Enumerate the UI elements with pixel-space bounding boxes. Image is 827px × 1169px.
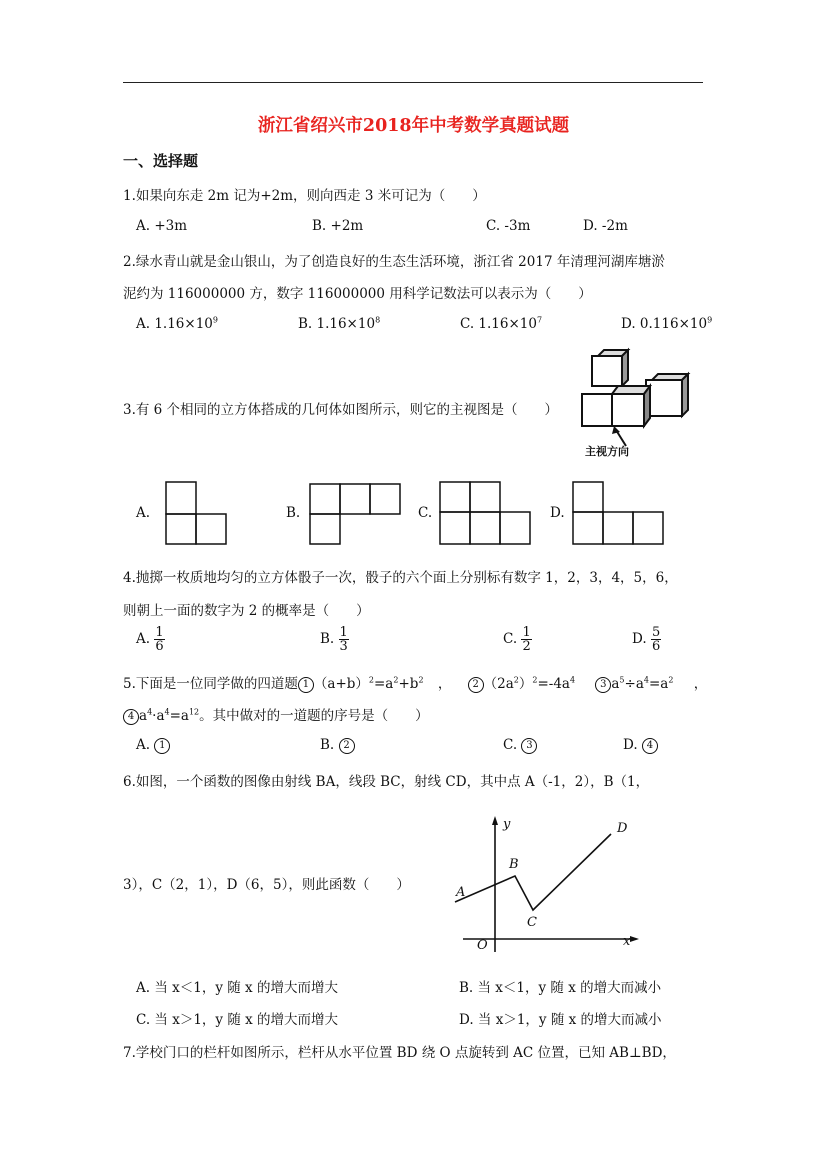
q3-option-c-view (440, 482, 534, 546)
q2-option-d[interactable]: D. $0.116\times 10^9$ (621, 315, 713, 332)
q1-option-b[interactable]: B. +2m (312, 218, 364, 234)
q3-stem: 3.有 6 个相同的立方体搭成的几何体如图所示，则它的主视图是（ ） (123, 402, 559, 418)
q6-label-a: A (456, 885, 466, 900)
page-title: 浙江省绍兴市2018年中考数学真题试题 (257, 116, 570, 136)
q3-option-d[interactable]: D. (550, 505, 565, 521)
q4-stem-line1: 4.抛掷一枚质地均匀的立方体骰子一次，骰子的六个面上分别标有数字 1，2，3，4，5，6， (123, 570, 678, 586)
q5-option-d[interactable]: D. 4 (623, 737, 658, 754)
q5-option-c[interactable]: C. 3 (503, 737, 537, 754)
q7-stem: 7.学校门口的栏杆如图所示，栏杆从水平位置 BD 绕 O 点旋转到 AC 位置，已知 AB⊥BD， (123, 1045, 676, 1061)
q2-stem-line1: 2.绿水青山就是金山银山，为了创造良好的生态生活环境，浙江省 2017 年清理河湖库塘淤 (123, 254, 665, 270)
q4-option-a[interactable]: A. $\frac{1}{6}$ (136, 625, 164, 654)
q6-label-origin: O (477, 938, 488, 953)
q6-label-c: C (527, 915, 537, 930)
q3-solid-figure (578, 350, 698, 458)
q2-option-c[interactable]: C. $1.16\times 10^7$ (460, 315, 543, 332)
q3-option-a-view-full (166, 482, 228, 546)
q2-option-b[interactable]: B. $1.16\times 10^8$ (298, 315, 381, 332)
q5-option-a[interactable]: A. 1 (136, 737, 170, 754)
q4-stem-line2: 则朝上一面的数字为 2 的概率是（ ） (123, 603, 370, 619)
q4-option-c[interactable]: C. $\frac{1}{2}$ (503, 625, 531, 654)
q6-option-a[interactable]: A. 当 x＜1，y 随 x 的增大而增大 (136, 980, 338, 996)
section-heading: 一、选择题 (123, 152, 199, 170)
q6-stem-line2: 3），C（2，1），D（6，5），则此函数（ ） (123, 877, 410, 893)
q3-option-c[interactable]: C. (418, 505, 433, 521)
q4-option-b[interactable]: B. $\frac{1}{3}$ (320, 625, 348, 654)
q5-option-b[interactable]: B. 2 (320, 737, 355, 754)
q2-stem-line2: 泥约为 116000000 方，数字 116000000 用科学记数法可以表示为（ ） (123, 286, 592, 302)
q3-option-b-view (310, 484, 404, 546)
q4-option-d[interactable]: D. $\frac{5}{6}$ (632, 625, 661, 654)
q6-label-d: D (617, 821, 628, 836)
q3-option-a[interactable]: A. (136, 505, 151, 521)
q6-option-c[interactable]: C. 当 x＞1，y 随 x 的增大而增大 (136, 1012, 339, 1028)
q1-stem: 1.如果向东走 2m 记为+2m，则向西走 3 米可记为（ ） (123, 188, 486, 204)
q2-option-a[interactable]: A. $1.16\times 10^9$ (136, 315, 218, 332)
q1-option-c[interactable]: C. -3m (486, 218, 531, 234)
q6-option-b[interactable]: B. 当 x＜1，y 随 x 的增大而减小 (459, 980, 662, 996)
q1-option-a[interactable]: A. +3m (136, 218, 188, 234)
q6-function-graph (455, 814, 645, 954)
q5-stem-line2: 4 $a^4\cdot a^4=a^{12}$。其中做对的一道题的序号是（ ） (123, 704, 429, 725)
q1-option-d[interactable]: D. -2m (583, 218, 628, 234)
q3-figure-caption: 主视方向 (585, 445, 629, 458)
q3-option-b[interactable]: B. (286, 505, 301, 521)
q5-stem-line1: 5.下面是一位同学做的四道题 1 $(a+b)^2=a^2+b^2$ ， 2 $(2a^2)^2=-4a^4$ 3 $a^5\div a^4=a^2$ ， (123, 675, 708, 692)
header-rule (123, 82, 703, 83)
q6-label-b: B (509, 857, 519, 872)
q6-label-y: y (503, 817, 511, 832)
q6-stem-line1: 6.如图，一个函数的图像由射线 BA，线段 BC，射线 CD，其中点 A（-1，2），B（1， (123, 774, 650, 790)
q6-option-d[interactable]: D. 当 x＞1，y 随 x 的增大而减小 (459, 1012, 662, 1028)
q6-label-x: x (623, 934, 631, 949)
q3-option-d-view (573, 482, 667, 546)
